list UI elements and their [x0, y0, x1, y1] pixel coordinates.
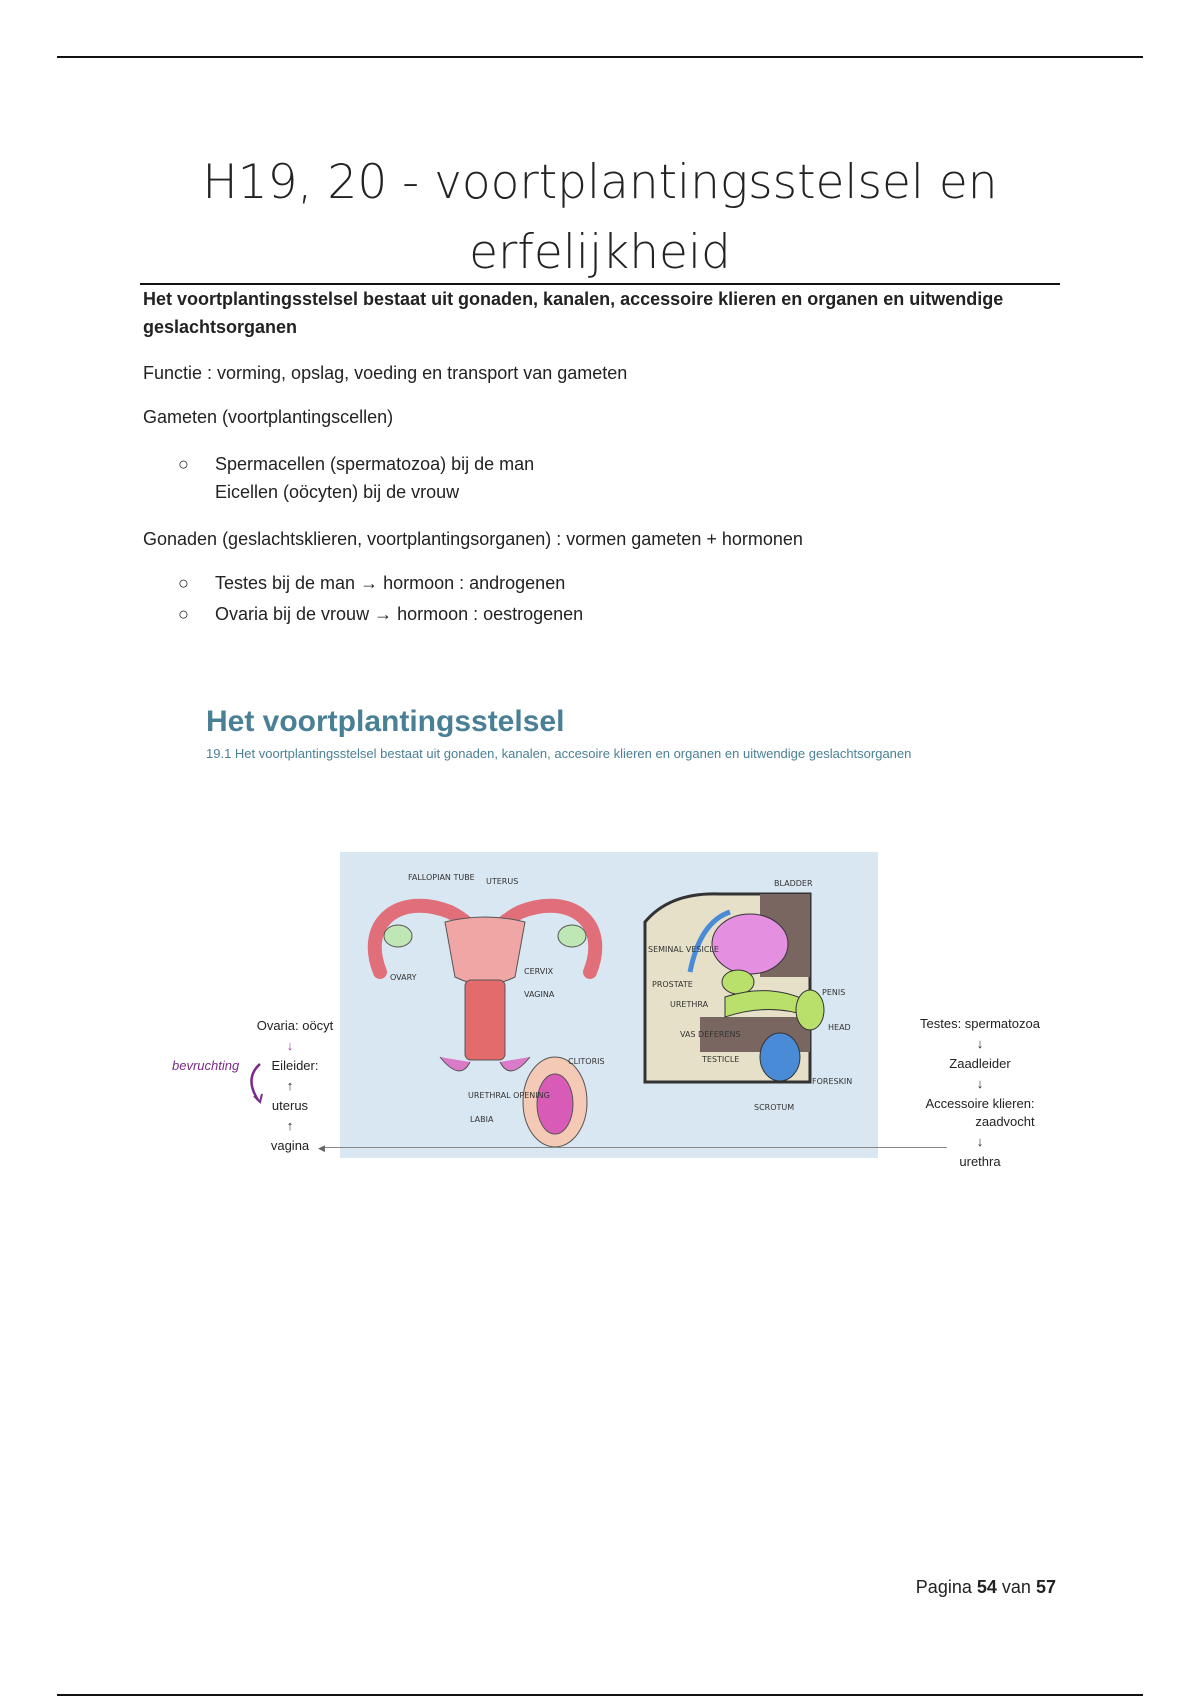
bullet-icon: ○ [178, 573, 189, 593]
right-flow-testes: Testes: spermatozoa [920, 1016, 1040, 1031]
label-penis: PENIS [822, 988, 846, 997]
left-flow-eileider: Eileider: [271, 1058, 319, 1073]
page-number [916, 1577, 1056, 1598]
list-item [178, 450, 534, 478]
label-cervix: CERVIX [524, 967, 554, 976]
label-bladder: BLADDER [774, 879, 813, 888]
label-urethral: URETHRAL OPENING [468, 1091, 550, 1100]
vagina-shape [465, 980, 505, 1060]
list-item-text: Ovaria bij de vrouw → hormoon : oestrogenen [215, 604, 584, 624]
right-flow-zaadvocht: zaadvocht [975, 1114, 1035, 1129]
anatomy-illustration [340, 852, 878, 1158]
list-item [178, 569, 565, 597]
label-vagina: VAGINA [524, 990, 555, 999]
list-item-text: Eicellen (oöcyten) bij de vrouw [215, 482, 460, 502]
intro-text: Het voortplantingsstelsel bestaat uit gonaden, kanalen, accessoire klieren en organen en uitwendige geslachtsorganen [143, 289, 1004, 337]
gonaden-heading: Gonaden (geslachtsklieren, voortplantingsorganen) : vormen gameten + hormonen [143, 529, 803, 549]
arrow-down-icon: ↓ [976, 1076, 984, 1091]
left-flow-uterus: uterus [271, 1098, 309, 1113]
label-fallopian: FALLOPIAN TUBE [408, 873, 475, 882]
ovary-right [558, 925, 586, 947]
label-head: HEAD [828, 1023, 851, 1032]
penis-head-shape [796, 990, 824, 1030]
arrow-down-icon: ↓ [286, 1038, 294, 1053]
label-foreskin: FORESKIN [812, 1077, 853, 1086]
bevruchting-note: bevruchting [172, 1058, 240, 1073]
label-scrotum: SCROTUM [754, 1103, 795, 1112]
vulva-inner [537, 1074, 573, 1134]
left-flow-ovaria: Ovaria: oöcyt [256, 1018, 334, 1033]
label-ovary: OVARY [390, 973, 417, 982]
list-item-text: Spermacellen (spermatozoa) bij de man [215, 454, 535, 474]
right-flow-zaadleider: Zaadleider [949, 1056, 1011, 1071]
label-seminal: SEMINAL VESICLE [648, 945, 719, 954]
curved-arrow-icon [240, 1058, 266, 1108]
header-rule [57, 56, 1143, 58]
arrow-up-icon: ↑ [286, 1078, 294, 1093]
list-item [178, 600, 583, 628]
page-number-total: 57 [1035, 1577, 1056, 1597]
arrow-up-icon: ↑ [286, 1118, 294, 1133]
arrow-left-icon: ◀ [318, 1143, 325, 1153]
slide-title: Het voortplantingsstelsel [206, 705, 565, 738]
footer-rule [57, 1694, 1143, 1696]
bullet-icon: ○ [178, 604, 189, 624]
label-testicle: TESTICLE [702, 1055, 740, 1064]
label-vas: VAS DEFERENS [680, 1030, 741, 1039]
page-number-current: 54 [976, 1577, 997, 1597]
left-flow-vagina: vagina [270, 1138, 310, 1153]
prostate-shape [722, 970, 754, 994]
arrow-down-icon: ↓ [976, 1036, 984, 1051]
label-uterus: UTERUS [486, 877, 519, 886]
uterus-shape [445, 917, 525, 985]
page-number-prefix: Pagina [915, 1577, 972, 1597]
testicle-shape [760, 1033, 800, 1081]
bladder-shape [712, 914, 788, 974]
label-prostate: PROSTATE [652, 980, 693, 989]
vagina-pointer-line [322, 1147, 947, 1148]
labia-left [440, 1057, 470, 1071]
slide-subtitle: 19.1 Het voortplantingsstelsel bestaat uit gonaden, kanalen, accesoire klieren en organen en uitwendige geslachtsorganen [206, 746, 912, 761]
page-number-mid: van [1001, 1577, 1031, 1597]
bullet-icon: ○ [178, 454, 189, 474]
label-clitoris: CLITORIS [568, 1057, 605, 1066]
list-item-text: Testes bij de man → hormoon : androgenen [215, 573, 566, 593]
gameten-heading: Gameten (voortplantingscellen) [143, 407, 394, 427]
label-urethra: URETHRA [670, 1000, 709, 1009]
labia-right [500, 1057, 530, 1071]
arrow-down-icon: ↓ [976, 1134, 984, 1149]
page-title: H19, 20 - voortplantingsstelsel en erfelijkheid [202, 155, 998, 280]
label-labia: LABIA [470, 1115, 494, 1124]
ovary-left [384, 925, 412, 947]
right-flow-accessoire: Accessoire klieren: [925, 1096, 1035, 1111]
right-flow-urethra: urethra [959, 1154, 1001, 1169]
anatomy-svg [340, 852, 878, 1158]
functie-text: Functie : vorming, opslag, voeding en transport van gameten [143, 363, 628, 383]
